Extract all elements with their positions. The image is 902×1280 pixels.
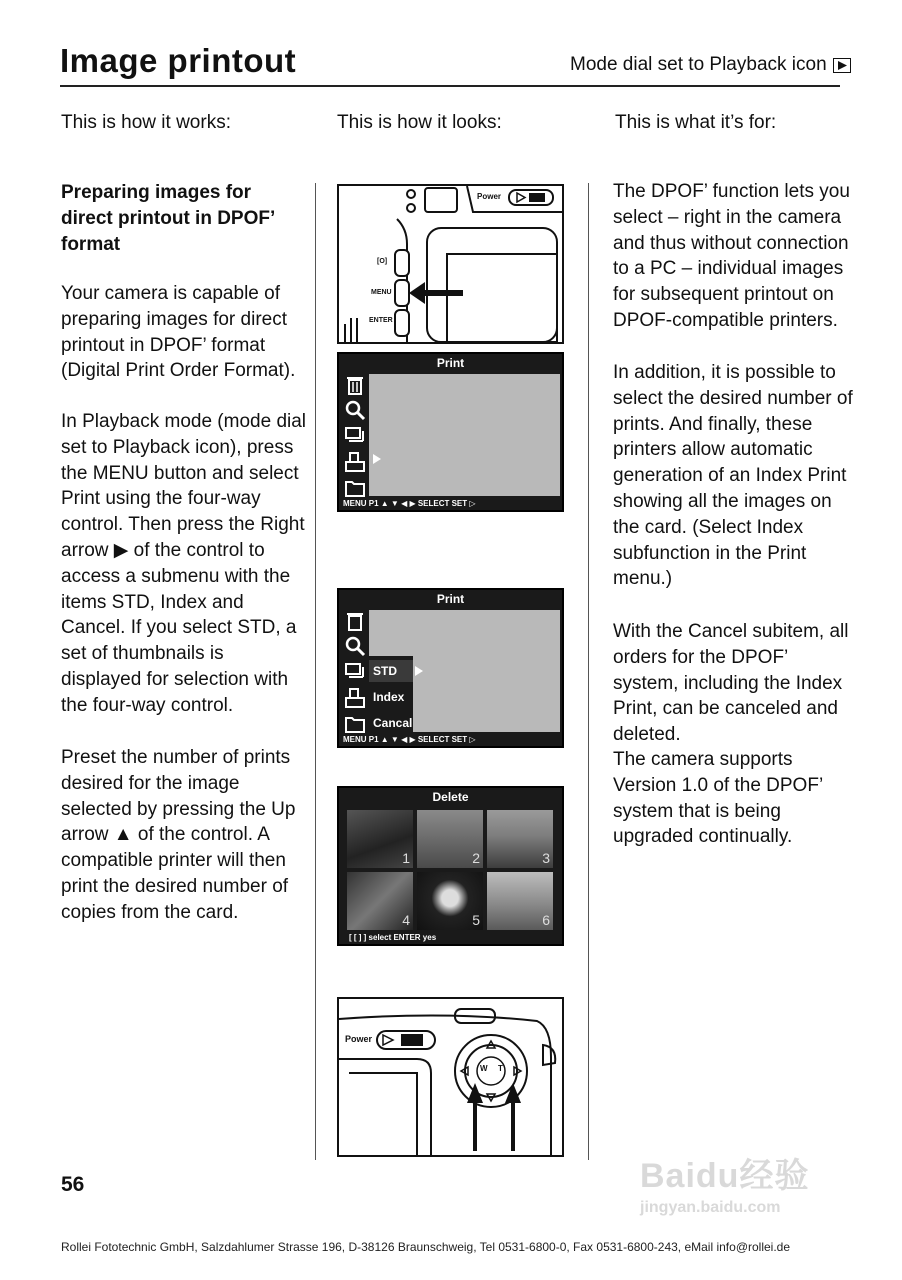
column-heading-for: This is what it’s for: (615, 112, 777, 133)
folder-icon (343, 712, 367, 736)
print-menu-footer: MENU P1 ▲ ▼ ◀ ▶ SELECT SET ▷ (343, 499, 476, 508)
thumbnail-number: 4 (402, 912, 410, 928)
right-paragraph-3: With the Cancel subitem, all orders for the DPOF’ system, including the Index Print, can be canceled and deleted. (613, 621, 849, 746)
column-heading-looks: This is how it looks: (337, 112, 502, 133)
camera-power-label: Power (477, 192, 502, 201)
column-divider-right (588, 183, 589, 1160)
print-submenu-icons (343, 608, 367, 738)
thumbnail-4[interactable] (347, 872, 413, 930)
camera-btn-label-menu: MENU (371, 289, 392, 296)
watermark-brand: Baidu经验 (640, 1157, 810, 1195)
thumbnail-1[interactable] (347, 810, 413, 868)
right-paragraph-4: The camera supports Version 1.0 of the DPOF’ system that is being upgraded continually. (613, 749, 823, 848)
thumbnail-number: 5 (472, 912, 480, 928)
submenu-arrow-icon (415, 666, 423, 676)
magnifier-icon (343, 398, 367, 422)
page-number: 56 (61, 1173, 85, 1196)
left-paragraph-1: Your camera is capable of preparing images for direct printout in DPOF’ format (Digital Print Order Format). (61, 283, 296, 382)
camera-btn-label-enter: ENTER (369, 317, 393, 324)
right-paragraph-1: The DPOF’ function lets you select – right in the camera and thus without connection to a PC – individual images for subsequent printout on DPOF-compatible printers. (613, 181, 850, 331)
delete-screen (337, 786, 564, 946)
print-icon (343, 686, 367, 710)
section-heading: Preparing images for direct printout in DPOF’ format (61, 182, 275, 255)
trash-icon (343, 372, 367, 396)
print-submenu-footer: MENU P1 ▲ ▼ ◀ ▶ SELECT SET ▷ (343, 735, 476, 744)
thumbnail-number: 2 (472, 850, 480, 866)
left-paragraph-3: Preset the number of prints desired for the image selected by pressing the Up arrow ▲ of the control. A compatible printer will then print the desired number of copies from the card. (61, 747, 296, 923)
print-menu-arrow-icon (373, 454, 381, 464)
print-icon (343, 450, 367, 474)
camera-btn-label-1: [O] (377, 258, 388, 265)
camera-back-figure (337, 997, 564, 1157)
page-footer: Rollei Fototechnic GmbH, Salzdahlumer Strasse 196, D-38126 Braunschweig, Tel 0531-6800-0, Fax 0531-6800-243, eMail info@rollei.de (61, 1240, 791, 1254)
print-submenu-screen (337, 588, 564, 748)
submenu-item-index[interactable]: Index (373, 690, 405, 704)
print-menu-screen (337, 352, 564, 512)
print-menu-title: Print (436, 356, 465, 370)
column-heading-works: This is how it works: (61, 112, 231, 133)
magnifier-icon (343, 634, 367, 658)
camera-back-drawing (337, 997, 564, 1157)
print-menu-preview (369, 374, 560, 496)
thumbnail-number: 1 (402, 850, 410, 866)
column-divider-left (315, 183, 316, 1160)
trash-icon (343, 608, 367, 632)
print-menu-icons (343, 372, 367, 502)
camera-back-power-label: Power (345, 1034, 373, 1044)
slideshow-icon (343, 660, 367, 684)
thumbnail-number: 6 (542, 912, 550, 928)
thumbnail-2[interactable] (417, 810, 483, 868)
folder-icon (343, 476, 367, 500)
playback-icon (833, 58, 851, 73)
thumbnail-3[interactable] (487, 810, 553, 868)
delete-screen-footer: [ [ ] ] select ENTER yes (349, 933, 437, 942)
camera-top-figure (337, 184, 564, 344)
slideshow-icon (343, 424, 367, 448)
zoom-w-label: W (480, 1064, 488, 1073)
header-rule (60, 85, 840, 87)
mode-note-text: Mode dial set to Playback icon (570, 54, 827, 75)
submenu-item-cancel[interactable]: Cancal (373, 716, 413, 730)
thumbnail-6[interactable] (487, 872, 553, 930)
page-title: Image printout (60, 42, 297, 79)
print-submenu-title: Print (436, 592, 465, 606)
delete-screen-title: Delete (432, 790, 469, 804)
zoom-t-label: T (498, 1064, 503, 1073)
thumbnail-5[interactable] (417, 872, 483, 930)
thumbnail-number: 3 (542, 850, 550, 866)
watermark-url: jingyan.baidu.com (640, 1199, 781, 1216)
watermark (640, 1148, 850, 1217)
submenu-item-std[interactable]: STD (369, 660, 413, 682)
mode-note (570, 54, 851, 76)
left-paragraph-2: In Playback mode (mode dial set to Playback icon), press the MENU button and select Print using the four-way control. Then press the Right arrow ▶ of the control to access a submenu with the items STD, Index and Cancel. If you select STD, a set of thumbnails is displayed for selection with the four-way control. (61, 411, 307, 716)
right-paragraph-2: In addition, it is possible to select the desired number of prints. And finally, these printers allow automatic generation of an Index Print showing all the images on the card. (Select Index subfunction in the Print menu.) (613, 362, 853, 590)
